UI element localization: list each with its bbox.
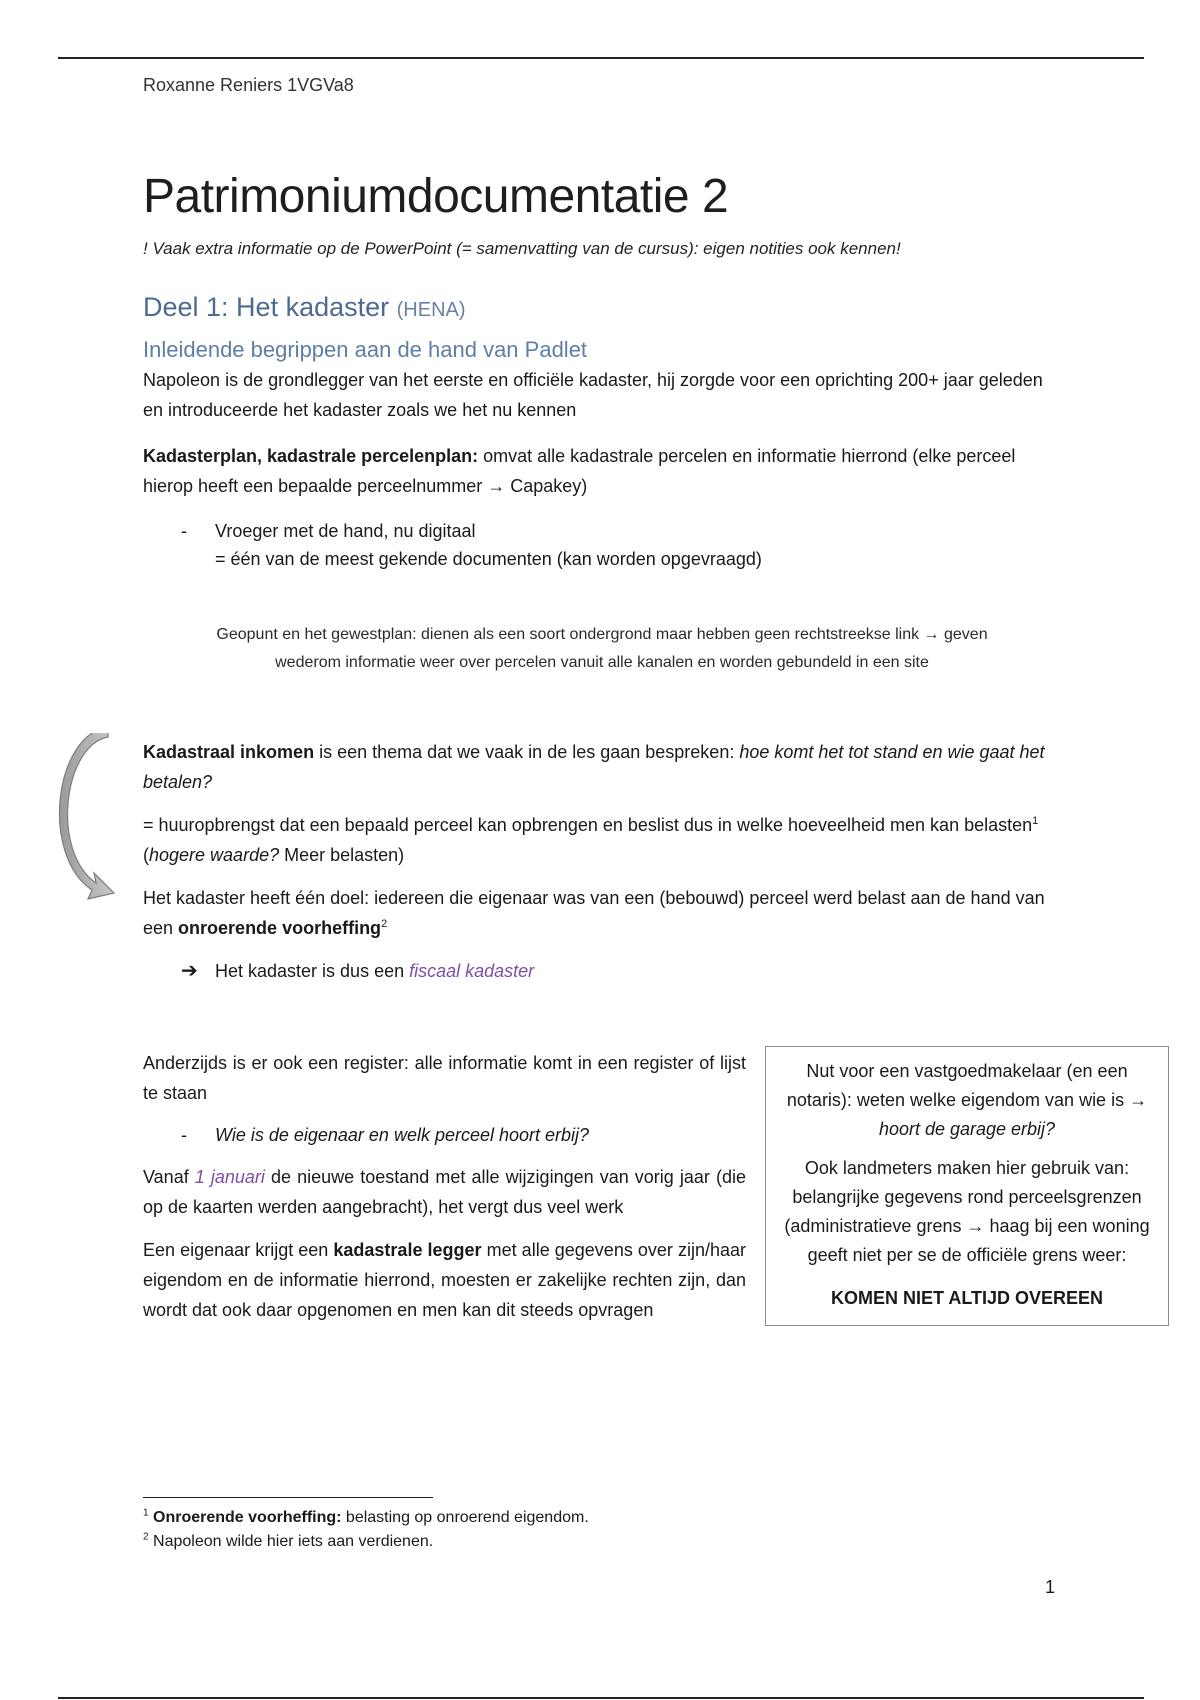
footnote-1-num: 1 [143,1507,149,1519]
geopunt-note [143,621,1061,677]
footnote-2 [143,1530,589,1554]
section-heading: Inleidende begrippen aan de hand van Padlet [143,337,588,363]
curved-arrow-icon [56,733,118,905]
bottom-rule [58,1697,1144,1699]
footnote-ref-1[interactable]: 1 [1032,815,1039,828]
register-column [143,1048,746,1338]
info-box-text-1: Nut voor een vastgoedmakelaar (en een notaris): weten welke eigendom van wie is → [786,1061,1148,1111]
kadastraal-term: Kadastraal inkomen [143,742,315,763]
info-box-paragraph-2: Ook landmeters maken hier gebruik van: belangrijke gegevens rond perceelsgrenzen (administratieve grens → haag bij een woning geeft niet per se de officiële grens weer: [784,1158,1150,1266]
info-box-caps: KOMEN NIET ALTIJD OVEREEN [830,1288,1104,1309]
doel-text: Het kadaster heeft één doel: iedereen die eigenaar was van een (bebouwd) perceel werd belast aan de hand van een [143,888,1045,939]
footnote-rule [143,1497,433,1498]
huur-text: = huuropbrengst dat een bepaald perceel kan opbrengen en beslist dus in welke hoeveelheid men kan belasten [143,815,1033,836]
kadastraal-text: is een thema dat we vaak in de les gaan bespreken: [314,742,740,763]
kadasterplan-term: Kadasterplan, kadastrale percelenplan: [143,446,479,467]
bullet-dash: - [181,1125,187,1146]
list-item [143,517,1061,573]
info-box-italic: hoort de garage erbij? [878,1119,1056,1140]
footnote-2-text: Napoleon wilde hier iets aan verdienen. [148,1533,434,1550]
register-section [143,1048,1150,1388]
info-box [765,1046,1169,1326]
kadastraal-question: hoe komt het tot stand en wie gaat het betalen? [143,742,1045,793]
fiscaal-text: Het kadaster is dus een [215,961,410,982]
document-page [143,70,1150,1388]
top-rule [58,57,1144,59]
januari-paragraph [143,1162,746,1222]
legger-paragraph [143,1235,746,1325]
footnote-1-bold: Onroerende voorheffing: [153,1509,342,1526]
part-1-tag: (HENA) [396,299,466,322]
huuropbrengst-paragraph [143,810,1061,870]
kadastraal-block [143,737,1061,986]
footnote-1 [143,1506,589,1530]
footnotes [143,1506,589,1554]
geopunt-line-2: wederom informatie weer over percelen vanuit alle kanalen en worden gebundeld in een site [275,654,929,672]
part-1-heading-text: Deel 1: Het kadaster [143,292,390,323]
januari-after: de nieuwe toestand met alle wijzigingen van vorig jaar (die op de kaarten werden aangebracht), het vergt dus veel werk [143,1167,746,1218]
geopunt-line-1: Geopunt en het gewestplan: dienen als een soort ondergrond maar hebben geen rechtstreekse link → geven [216,626,988,644]
bullet-dash: - [181,521,187,542]
januari-date: 1 januari [194,1167,265,1188]
fiscaal-row [181,956,1061,986]
legger-after: met alle gegevens over zijn/haar eigendom en de informatie hierrond, moesten er zakelijke rechten zijn, dan wordt dat ook daar opgenomen en men kan dit steeds opvragen [143,1240,747,1321]
kadastraal-paragraph [143,737,1061,797]
footnote-1-text: belasting op onroerend eigendom. [341,1509,589,1526]
huur-after: Meer belasten) [279,845,405,866]
register-paragraph: Anderzijds is er ook een register: alle informatie komt in een register of lijst te staan [143,1053,746,1104]
legger-bold: kadastrale legger [333,1240,482,1261]
register-question: Wie is de eigenaar en welk perceel hoort erbij? [215,1125,590,1146]
footnote-ref-2[interactable]: 2 [381,918,388,931]
bullet-line-1: Vroeger met de hand, nu digitaal [215,521,476,542]
huur-open: ( [143,845,149,866]
powerpoint-note: ! Vaak extra informatie op de PowerPoint (= samenvatting van de cursus): eigen notities ook kennen! [143,239,901,259]
arrow-right-icon: ➔ [181,960,198,983]
footnote-2-num: 2 [143,1531,149,1543]
intro-paragraph: Napoleon is de grondlegger van het eerste en officiële kadaster, hij zorgde voor een oprichting 200+ jaar geleden en introduceerde het kadaster zoals we het nu kennen [143,370,1043,421]
part-1-heading [143,292,1061,323]
legger-before: Een eigenaar krijgt een [143,1240,334,1261]
januari-before: Vanaf [143,1167,195,1188]
bullet-line-2: = één van de meest gekende documenten (kan worden opgevraagd) [215,549,762,570]
page-title: Patrimoniumdocumentatie 2 [143,170,729,223]
page-number: 1 [1045,1577,1056,1597]
list-item [143,1121,746,1149]
doel-paragraph [143,883,1061,943]
huur-italic: hogere waarde? [149,845,280,866]
author-header: Roxanne Reniers 1VGVa8 [143,75,354,95]
kadasterplan-text: omvat alle kadastrale percelen en informatie hierrond (elke perceel hierop heeft een bepaalde perceelnummer → Capakey) [143,446,1016,497]
fiscaal-term: fiscaal kadaster [409,961,535,982]
doel-bold: onroerende voorheffing [178,918,382,939]
kadasterplan-paragraph [143,441,1061,501]
info-box-paragraph-1 [780,1057,1154,1144]
